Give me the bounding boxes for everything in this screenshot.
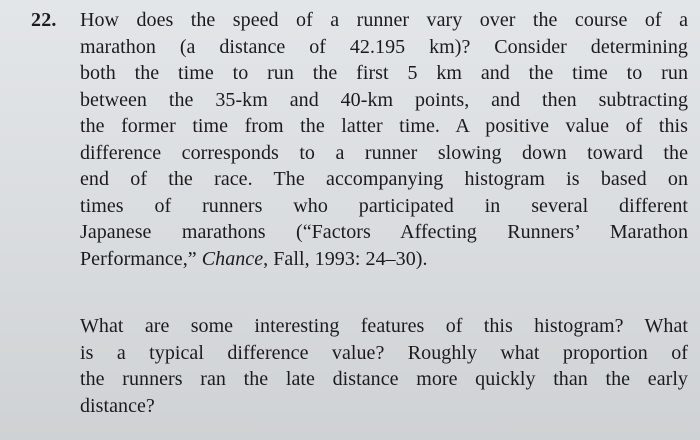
text-line: difference corresponds to a runner slowing down toward the	[80, 141, 688, 164]
citation-text: Performance,”	[80, 247, 202, 270]
text-line: What are some interesting features of this histogram? What	[80, 315, 688, 337]
problem-paragraph-questions	[80, 313, 688, 419]
citation-text: , Fall, 1993: 24–30).	[263, 247, 428, 270]
text-line: is a typical difference value? Roughly what proportion of	[80, 341, 688, 364]
text-line: the former time from the latter time. A positive value of this	[80, 115, 688, 137]
text-line: times of runners who participated in several different	[80, 194, 688, 217]
text-line: between the 35-km and 40-km points, and then subtracting	[80, 88, 688, 111]
journal-name: Chance	[201, 247, 264, 270]
text-line: both the time to run the first 5 km and the time to run	[80, 62, 688, 84]
text-line: end of the race. The accompanying histogram is based on	[80, 168, 688, 190]
text-line: Japanese marathons (“Factors Affecting Runners’ Marathon	[80, 221, 688, 243]
problem-paragraph-intro	[80, 7, 688, 272]
text-line: How does the speed of a runner vary over the course of a	[80, 9, 688, 31]
citation-line	[80, 246, 688, 273]
problem-number: 22.	[31, 9, 57, 31]
text-line: distance?	[80, 394, 155, 417]
text-line: marathon (a distance of 42.195 km)? Consider determining	[80, 35, 688, 58]
text-line: the runners ran the late distance more quickly than the early	[80, 368, 688, 390]
